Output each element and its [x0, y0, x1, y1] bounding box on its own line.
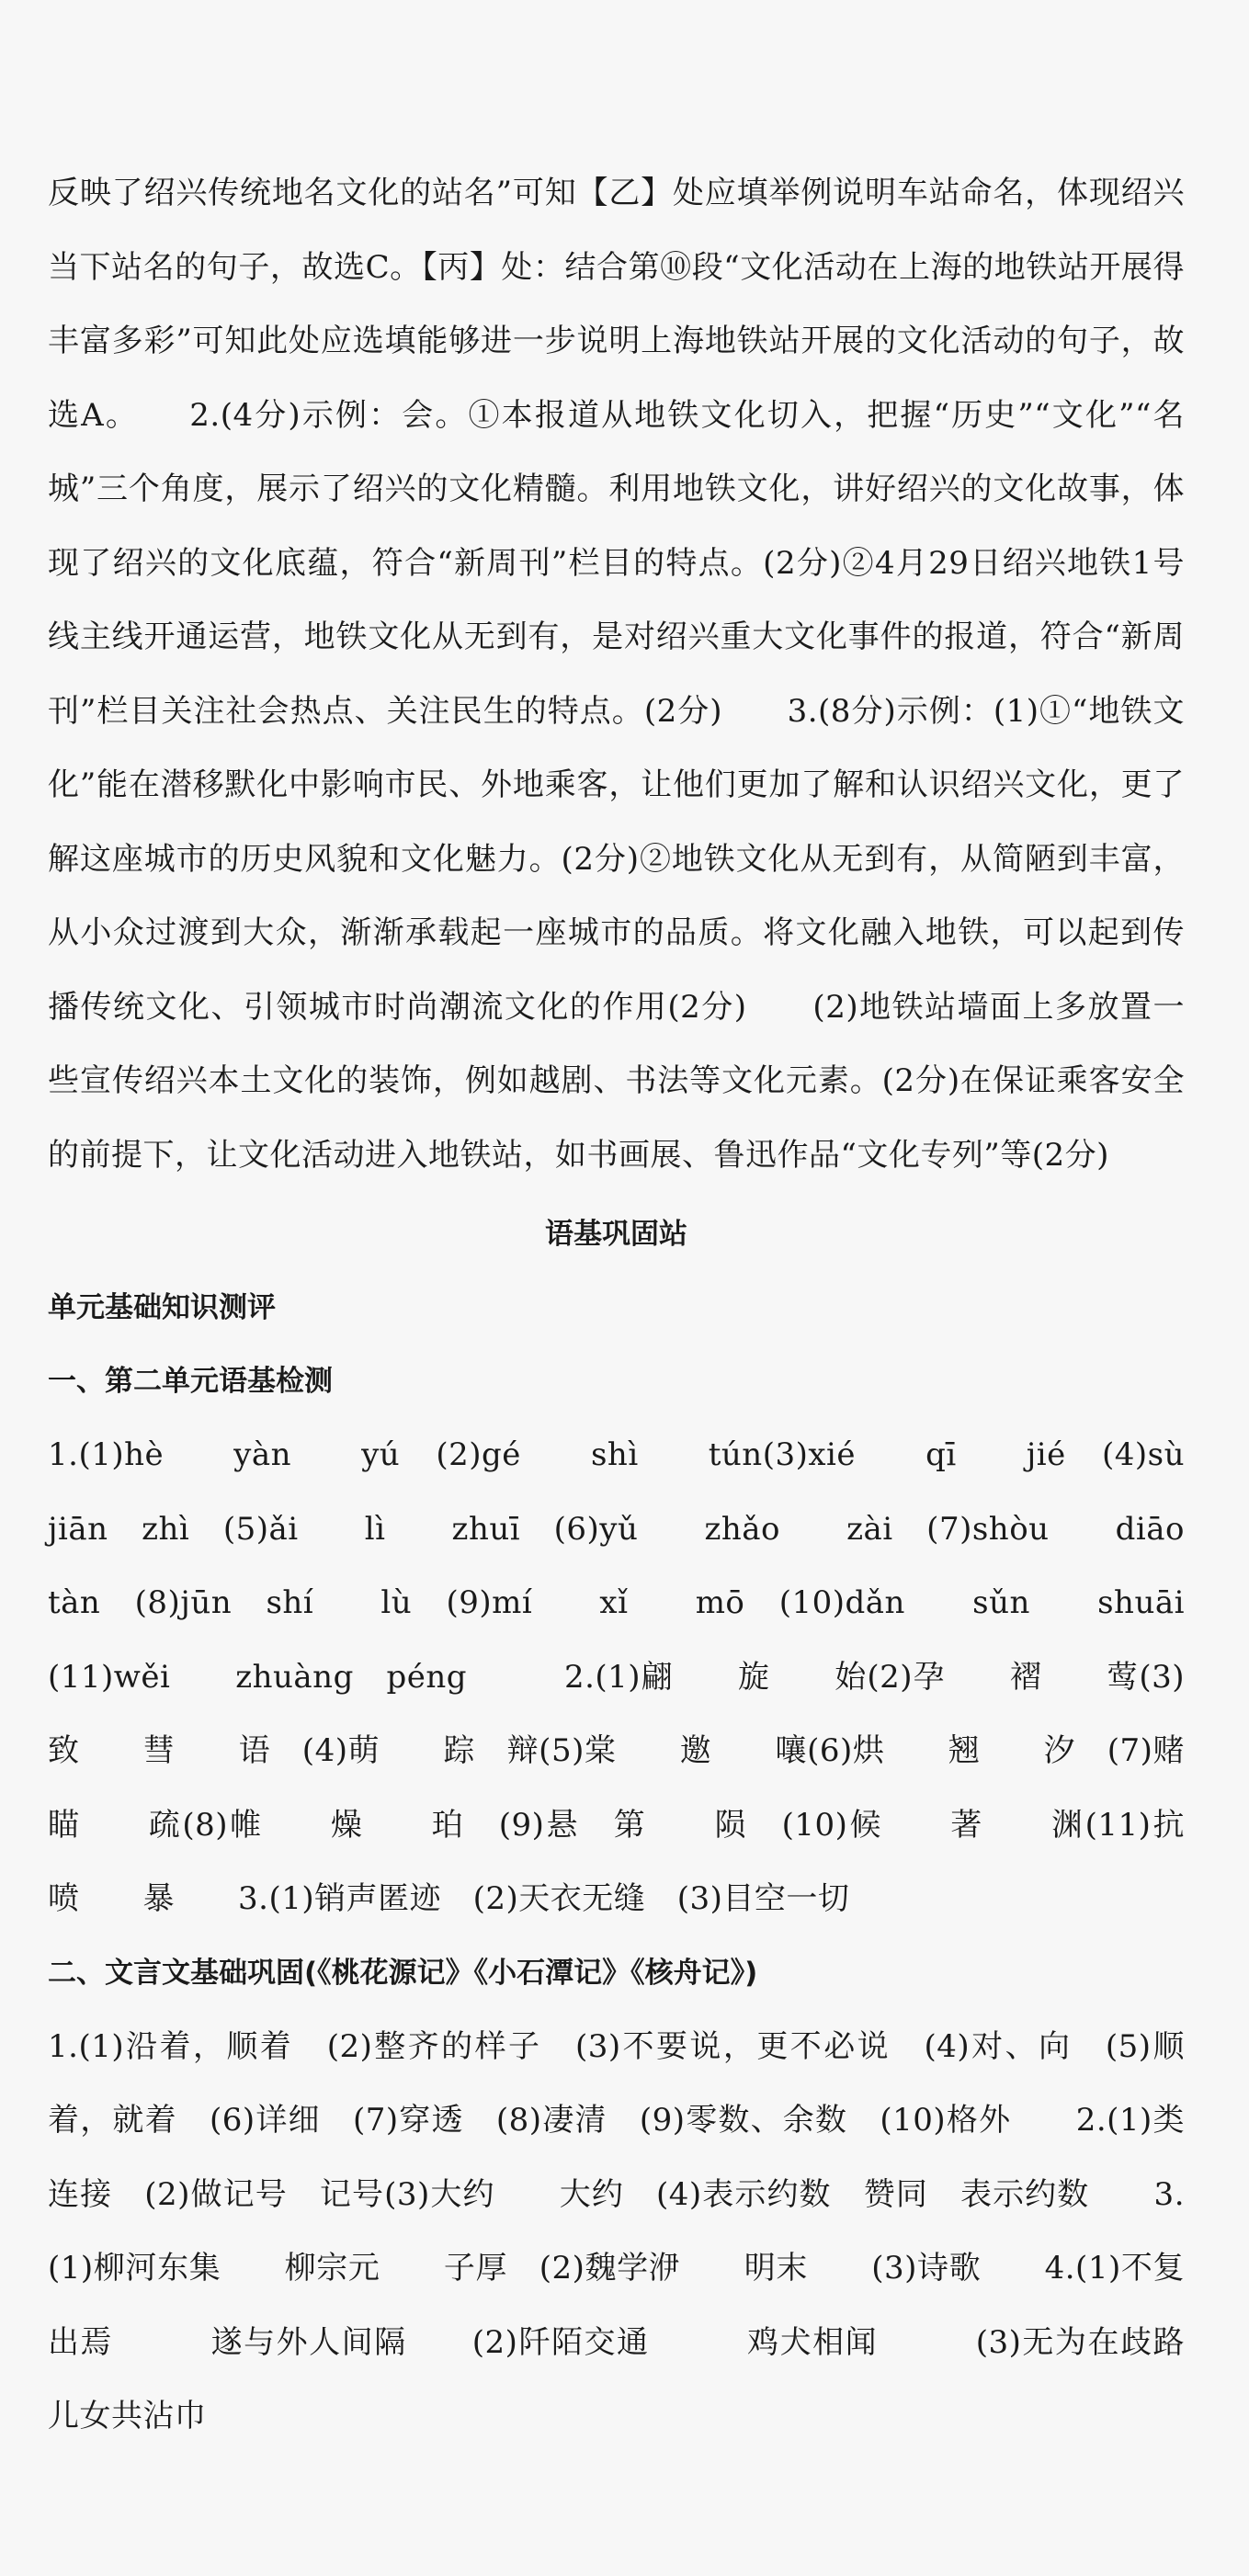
unit-heading: 单元基础知识测评: [48, 1291, 276, 1324]
part1-answers: 1.(1)hè yàn yú (2)gé shì tún(3)xié qī jié (4)sù jiān zhì (5)ǎi lì zhuī (6)yǔ zhǎo zài (7)shòu diāo tàn (8)jūn shí lù (9)mí xǐ mō (10)dǎn sǔn shuāi (11)wěi zhuàng péng 2.(1)翩 旋 始(2)孕 褶 莺(3)致 彗 语 (4)萌 踪 辩(5)棠 邀 嚷(6)烘 翘 汐 (7)赌 瞄 疏(8)帷 燥 珀 (9)悬 第 陨 (10)候 著 渊(11)抗 喷 暴 3.(1)销声匿迹 (2)天衣无缝 (3)目空一切: [48, 1436, 1248, 1917]
answer-paragraph-top: 反映了绍兴传统地名文化的站名”可知【乙】处应填举例说明车站命名，体现绍兴当下站名的句子，故选C。【丙】处：结合第⑩段“文化活动在上海的地铁站开展得丰富多彩”可知此处应选填能够进一步说明上海地铁站开展的文化活动的句子，故选A。 2.(4分)示例：会。①本报道从地铁文化切入，把握“历史”“文化”“名城”三个角度，展示了绍兴的文化精髓。利用地铁文化，讲好绍兴的文化故事，体现了绍兴的文化底蕴，符合“新周刊”栏目的特点。(2分)②4月29日绍兴地铁1号线主线开通运营，地铁文化从无到有，是对绍兴重大文化事件的报道，符合“新周刊”栏目关注社会热点、关注民生的特点。(2分) 3.(8分)示例：(1)①“地铁文化”能在潜移默化中影响市民、外地乘客，让他们更加了解和认识绍兴文化，更了解这座城市的历史风貌和文化魅力。(2分)②地铁文化从无到有，从简陋到丰富，从小众过渡到大众，渐渐承载起一座城市的品质。将文化融入地铁，可以起到传播传统文化、引领城市时尚潮流文化的作用(2分) (2)地铁站墙面上多放置一些宣传绍兴本土文化的装饰，例如越剧、书法等文化元素。(2分)在保证乘客安全的前提下，让文化活动进入地铁站，如书画展、鲁迅作品“文化专列”等(2分): [48, 175, 1185, 1174]
part2-answers: 1.(1)沿着，顺着 (2)整齐的样子 (3)不要说，更不必说 (4)对、向 (5)顺着，就着 (6)详细 (7)穿透 (8)凄清 (9)零数、余数 (10)格外 2.(1)类 连接 (2)做记号 记号(3)大约 大约 (4)表示约数 赞同 表示约数 3.(1)柳河东集 柳宗元 子厚 (2)魏学洢 明末 (3)诗歌 4.(1)不复出焉 遂与外人间隔 (2)阡陌交通 鸡犬相闻 (3)无为在歧路 儿女共沾巾: [48, 2027, 1248, 2434]
part2-heading: 二、文言文基础巩固(《桃花源记》《小石潭记》《核舟记》): [48, 1956, 758, 1990]
part1-heading: 一、第二单元语基检测: [48, 1365, 333, 1398]
section-title: 语基巩固站: [545, 1218, 687, 1251]
